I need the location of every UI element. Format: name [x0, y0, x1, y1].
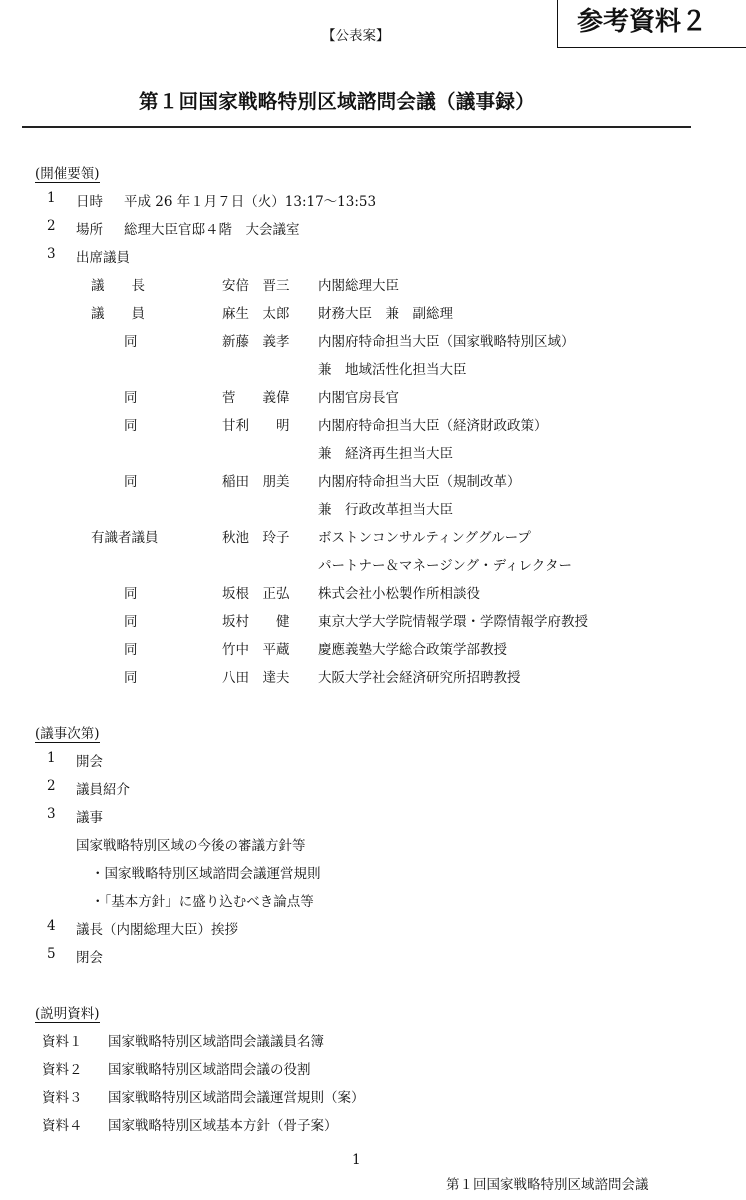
attendee-name: 安倍 晋三: [222, 278, 290, 294]
attendee-name: 稲田 朋美: [222, 474, 290, 490]
agenda-item: 議長（内閣総理大臣）挨拶: [76, 922, 238, 938]
attendee-role: 同: [124, 334, 138, 350]
footer-meeting-name: 第１回国家戦略特別区域諮問会議: [446, 1177, 649, 1193]
item-number: 1: [47, 190, 56, 206]
attendee-title: ボストンコンサルティンググループ: [318, 530, 531, 546]
agenda-number: 3: [47, 806, 56, 822]
attendee-name: 坂村 健: [222, 614, 290, 630]
attendee-title-secondary: 兼 経済再生担当大臣: [318, 446, 453, 462]
page-title: 第１回国家戦略特別区域諮問会議（議事録）: [139, 90, 536, 113]
attendee-title: 大阪大学社会経済研究所招聘教授: [318, 670, 521, 686]
draft-label: 【公表案】: [322, 28, 390, 44]
attendee-title-secondary: 兼 行政改革担当大臣: [318, 502, 453, 518]
attendee-name: 八田 達夫: [222, 670, 290, 686]
material-title: 国家戦略特別区域諮問会議の役割: [108, 1062, 311, 1078]
attendee-title: 内閣総理大臣: [318, 278, 399, 294]
material-label: 資料２: [42, 1062, 83, 1078]
reference-stamp: 参考資料２: [557, 0, 746, 48]
item-value-datetime: 平成 26 年１月７日（火）13:17～13:53: [124, 194, 377, 210]
attendee-name: 竹中 平蔵: [222, 642, 290, 658]
attendee-name: 秋池 玲子: [222, 530, 290, 546]
attendee-name: 菅 義偉: [222, 390, 290, 406]
attendee-name: 坂根 正弘: [222, 586, 290, 602]
item-label-datetime: 日時: [76, 194, 103, 210]
attendee-role: 同: [124, 642, 138, 658]
attendee-title: 財務大臣 兼 副総理: [318, 306, 453, 322]
attendee-role: 同: [124, 614, 138, 630]
attendee-title: 内閣府特命担当大臣（経済財政政策）: [318, 418, 548, 434]
agenda-number: 4: [47, 918, 56, 934]
agenda-item: 議事: [76, 810, 103, 826]
agenda-bullet: ・「基本方針」に盛り込むべき論点等: [91, 894, 314, 910]
item-value-place: 総理大臣官邸４階 大会議室: [124, 222, 300, 238]
attendee-role: 同: [124, 474, 138, 490]
attendee-role: 有識者議員: [91, 530, 159, 546]
attendee-title: 株式会社小松製作所相談役: [318, 586, 480, 602]
agenda-number: 1: [47, 750, 56, 766]
agenda-item: 議員紹介: [76, 782, 130, 798]
material-title: 国家戦略特別区域諮問会議議員名簿: [108, 1034, 324, 1050]
attendee-title-secondary: 兼 地域活性化担当大臣: [318, 362, 467, 378]
agenda-item: 開会: [76, 754, 103, 770]
agenda-bullet: ・国家戦略特別区域諮問会議運営規則: [91, 866, 321, 882]
title-divider: [22, 126, 691, 128]
attendee-role: 議 長: [91, 278, 145, 294]
material-title: 国家戦略特別区域諮問会議運営規則（案）: [108, 1090, 365, 1106]
material-label: 資料３: [42, 1090, 83, 1106]
item-number: 3: [47, 246, 56, 262]
attendee-role: 同: [124, 390, 138, 406]
agenda-number: 5: [47, 946, 56, 962]
attendee-name: 麻生 太郎: [222, 306, 290, 322]
attendee-title: 内閣府特命担当大臣（規制改革）: [318, 474, 521, 490]
attendee-role: 同: [124, 418, 138, 434]
attendee-role: 議 員: [91, 306, 145, 322]
page-number: 1: [352, 1152, 361, 1168]
agenda-number: 2: [47, 778, 56, 794]
agenda-subitem: 国家戦略特別区域の今後の審議方針等: [76, 838, 306, 854]
section-setsumei: (説明資料): [35, 1006, 100, 1022]
section-giji: (議事次第): [35, 726, 100, 742]
attendee-title: 慶應義塾大学総合政策学部教授: [318, 642, 507, 658]
attendee-name: 新藤 義孝: [222, 334, 290, 350]
attendee-role: 同: [124, 670, 138, 686]
item-label-attendees: 出席議員: [76, 250, 130, 266]
section-kaisai: (開催要領): [35, 166, 100, 182]
attendee-title: 内閣官房長官: [318, 390, 399, 406]
attendee-title-secondary: パートナー＆マネージング・ディレクター: [318, 558, 573, 574]
agenda-item: 閉会: [76, 950, 103, 966]
attendee-title: 内閣府特命担当大臣（国家戦略特別区域）: [318, 334, 575, 350]
attendee-role: 同: [124, 586, 138, 602]
item-number: 2: [47, 218, 56, 234]
material-label: 資料４: [42, 1118, 83, 1134]
item-label-place: 場所: [76, 222, 103, 238]
material-title: 国家戦略特別区域基本方針（骨子案）: [108, 1118, 338, 1134]
attendee-title: 東京大学大学院情報学環・学際情報学府教授: [318, 614, 588, 630]
attendee-name: 甘利 明: [222, 418, 290, 434]
material-label: 資料１: [42, 1034, 83, 1050]
